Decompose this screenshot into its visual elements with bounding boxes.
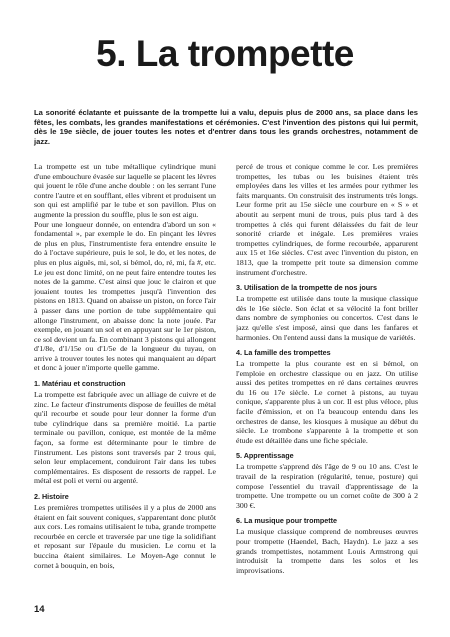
intro-paragraph: La sonorité éclatante et puissante de la trompette lui a valu, depuis plus de 2000 ans, sa place dans les fêtes, les combats, les grandes manifestations et cérémonies. C'est l'invention des pistons qui lui permit, dès le 19e siècle, de jouer toutes les notes et d'entrer dans tous les grands orchestres, notamment de jazz. bbox=[34, 108, 418, 147]
section-heading: 3. Utilisation de la trompette de nos jours bbox=[236, 283, 377, 293]
body-paragraph: La trompette s'apprend dès l'âge de 9 ou 10 ans. C'est le travail de la respiration (régularité, tenue, posture) qui compose l'essentiel du travail d'apprentissage de la trompette. Une trompette ou un cornet coûte de 300 à 2 300 €. bbox=[236, 462, 418, 510]
body-paragraph: La trompette est un tube métallique cylindrique muni d'une embouchure évasée sur laquelle se placent les lèvres qui jouent le rôle d'une anche double : on les serrant l'une contre l'autre et en soufflant, elles vibrent et produisent un son qui est amplifié par le tube et son pavillon. Plus on augmente la pression du souffle, plus le son est aigu. bbox=[34, 162, 216, 219]
section-heading: 4. La famille des trompettes bbox=[236, 348, 331, 358]
body-paragraph: Les premières trompettes utilisées il y a plus de 2000 ans étaient en fait souvent coniques, s'apparentant donc plutôt aux cors. Les romains utilisaient le tuba, grande trompette recourbée en cercle et traversée par une tige la solidifiant et reposant sur l'épaule du musicien. Le cornu et la buccina étaient similaires. Le Moyen-Age connut le cornet à bouquin, en bois, bbox=[34, 503, 216, 570]
section-heading: 1. Matériau et construction bbox=[34, 379, 126, 389]
body-paragraph: La trompette est fabriquée avec un alliage de cuivre et de zinc. Le facteur d'instruments dispose de feuilles de métal qu'il recourbe et soude pour leur donner la forme d'un tube cylindrique dans sa première moitié. La partie terminale ou pavillon, conique, est montée de la même façon, sa forme est déterminante pour le timbre de l'instrument. Les pistons sont traversés par 2 trous qui, selon leur emplacement, conduiront l'air dans les tubes complémentaires. Es disposent de ressorts de rappel. Le métal est poli et verni ou argenté. bbox=[34, 390, 216, 486]
left-column bbox=[34, 162, 216, 600]
section-heading: 5. Apprentissage bbox=[236, 451, 294, 461]
body-paragraph: percé de trous et conique comme le cor. Les premières trompettes, les tubas ou les buisines étaient très employées dans les villes et les armées pour rythmer les faits marquants. On construisit des instruments très longs. Leur forme prit au 15e siècle une courbure en « S » et aboutit au serpent muni de trous, puis plus tard à des trompettes à clés qui furent délaissées du fait de leur sonorité criarde et inégale. Les premières vraies trompettes cylindriques, de forme recourbée, apparurent aux 15 et 16e siècles. C'est avec l'invention du piston, en 1813, que la trompette prit toute sa dimension comme instrument d'orchestre. bbox=[236, 162, 418, 277]
section-heading: 2. Histoire bbox=[34, 492, 69, 501]
body-paragraph: Pour une longueur donnée, on entendra d'abord un son « fondamental », par exemple le do. En pinçant les lèvres de plus en plus, l'instrumentiste fera entendre ensuite le do à l'octave supérieure, puis le sol, le do, et les notes, de plus en plus aiguës, mi, sol, si bémol, do, ré, mi, fa #, etc. Le jeu est donc limité, on ne peut faire entendre toutes les notes de la gamme. C'est ainsi que jouc le clairon et que jouaient toutes les trompettes jusqu'à l'invention des pistons en 1813. Quand on abaisse un piston, on force l'air à passer dans une portion de tube supplémentaire qui allonge l'instrument, on abaisse donc la note jouée. Par exemple, en jouant un sol et en appuyant sur le 1er piston, ce sol devient un fa. En combinant 3 pistons qui allongent d'1/8e, d'1/15e ou d'1/5e de la longueur du tuyau, on arrive à trouver toutes les notes qui manquaient au départ et donc à jouer n'importe quelle gamme. bbox=[34, 219, 216, 373]
body-paragraph: La musique classique comprend de nombreuses œuvres pour trompette (Haendel, Bach, Haydn). Le jazz a ses grands trompettistes, notamment Louis Armstrong qui introduisit la trompette dans les solos et les improvisations. bbox=[236, 527, 418, 575]
section-heading: 6. La musique pour trompette bbox=[236, 516, 338, 526]
page-number: 14 bbox=[34, 604, 45, 615]
body-paragraph: La trompette est utilisée dans toute la musique classique dès le 16e siècle. Son éclat et sa vélocité la font briller dans nombre de symphonies ou concertos. C'est dans le jazz qu'elle s'est imposé, ainsi que dans les fanfares et harmonies. On l'entend aussi dans la musique de variétés. bbox=[236, 294, 418, 342]
right-column bbox=[236, 162, 418, 600]
body-paragraph: La trompette la plus courante est en si bémol, on l'emploie en orchestre classique ou en jazz. On utilise aussi des petites trompettes en ré dans certaines œuvres du 16 ou 17e siècle. Le cornet à pistons, au tuyau conique, s'apparente plus à un cor. Il est plus véloce, plus facile d'émission, et on l'a beaucoup entendu dans les orchestres de danse, les kiosques à musique au début du siècle. Le trombone s'apparente à la trompette et son étude est détaillée dans une fiche spéciale. bbox=[236, 359, 418, 445]
page-title: 5. La trompette bbox=[96, 33, 354, 74]
